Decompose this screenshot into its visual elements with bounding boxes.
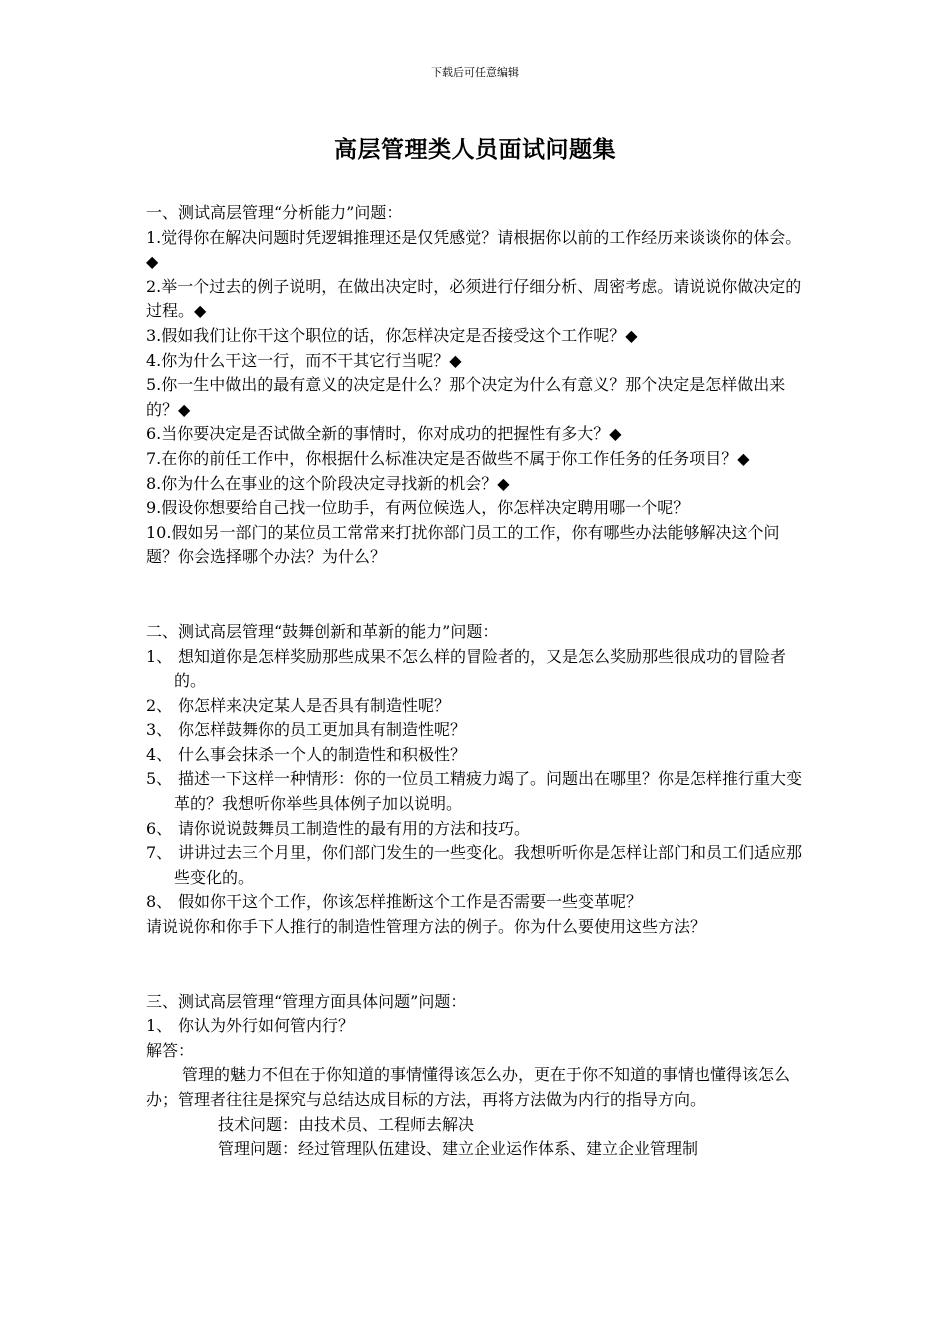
numbered-question <box>146 743 810 768</box>
question-text: 你怎样来决定某人是否具有制造性呢？ <box>178 695 451 715</box>
question-text: 描述一下这样一种情形：你的一位员工精疲力竭了。问题出在哪里？你是怎样推行重大变革的？我想听你举些具体例子加以说明。 <box>174 769 803 814</box>
question-item: 1.觉得你在解决问题时凭逻辑推理还是仅凭感觉？请根据你以前的工作经历来谈谈你的体会。◆ <box>146 227 802 272</box>
section-heading: 三、测试高层管理“管理方面具体问题”问题： <box>146 991 467 1011</box>
question-item: 9.假设你想要给自己找一位助手，有两位候选人，你怎样决定聘用哪一个呢？ <box>146 498 690 518</box>
document-body <box>146 201 810 1162</box>
question-text: 想知道你是怎样奖励那些成果不怎么样的冒险者的，又是怎么奖励那些很成功的冒险者的。 <box>174 646 787 691</box>
numbered-question <box>146 841 810 890</box>
question-text: 假如你干这个工作，你该怎样推断这个工作是否需要一些变革呢？ <box>178 892 643 912</box>
section-management-issues <box>146 990 810 1162</box>
question-item: 5.你一生中做出的最有意义的决定是什么？那个决定为什么有意义？那个决定是怎样做出来的？◆ <box>146 375 786 419</box>
question-number: 8、 <box>146 892 173 912</box>
question-number: 3、 <box>146 720 173 740</box>
question-number: 7、 <box>146 843 173 863</box>
management-issue-line: 管理问题：经过管理队伍建设、建立企业运作体系、建立企业管理制 <box>218 1139 699 1159</box>
section-heading: 一、测试高层管理“分析能力”问题： <box>146 203 403 222</box>
numbered-question <box>146 1014 810 1039</box>
question-number: 4、 <box>146 744 173 764</box>
question-item: 4.你为什么干这一行，而不干其它行当呢？◆ <box>146 350 462 370</box>
numbered-question <box>146 694 810 719</box>
numbered-question <box>146 767 810 816</box>
document-title: 高层管理类人员面试问题集 <box>334 136 616 163</box>
question-text: 讲讲过去三个月里，你们部门发生的一些变化。我想听听你是怎样让部门和员工们适应那些变化的。 <box>174 843 803 887</box>
question-item: 8.你为什么在事业的这个阶段决定寻找新的机会？◆ <box>146 473 510 493</box>
question-text: 请你说说鼓舞员工制造性的最有用的方法和技巧。 <box>178 818 531 838</box>
question-number: 1、 <box>146 646 173 666</box>
question-text: 什么事会抹杀一个人的制造性和积极性？ <box>178 744 467 764</box>
question-item: 2.举一个过去的例子说明，在做出决定时，必须进行仔细分析、周密考虑。请说说你做决定的过程。◆ <box>146 276 802 321</box>
question-number: 2、 <box>146 695 173 715</box>
header-note: 下载后可任意编辑 <box>431 66 519 79</box>
question-number: 6、 <box>146 818 173 838</box>
section-heading: 二、测试高层管理“鼓舞创新和革新的能力”问题： <box>146 621 499 641</box>
question-item: 7.在你的前任工作中，你根据什么标准决定是否做些不属于你工作任务的任务项目？◆ <box>146 448 750 468</box>
numbered-question <box>146 817 810 842</box>
section-analysis-ability <box>146 201 810 570</box>
answer-label: 解答： <box>146 1040 195 1060</box>
numbered-question <box>146 890 810 915</box>
question-number: 1、 <box>146 1016 173 1036</box>
question-item: 10.假如另一部门的某位员工常常来打扰你部门员工的工作，你有哪些办法能够解决这个问题？你会选择哪个办法？为什么？ <box>146 522 780 567</box>
section-innovation-ability <box>146 620 810 940</box>
question-number: 5、 <box>146 769 173 789</box>
question-text: 你认为外行如何管内行？ <box>178 1016 355 1036</box>
answer-paragraph: 管理的魅力不但在于你知道的事情懂得该怎么办，更在于你不知道的事情也懂得该怎么办；管理者往往是探究与总结达成目标的方法，再将方法做为内行的指导方向。 <box>146 1065 791 1109</box>
closing-question: 请说说你和你手下人推行的制造性管理方法的例子。你为什么要使用这些方法？ <box>146 917 707 937</box>
question-item: 3.假如我们让你干这个职位的话，你怎样决定是否接受这个工作呢？◆ <box>146 325 638 345</box>
question-item: 6.当你要决定是否试做全新的事情时，你对成功的把握性有多大？◆ <box>146 424 622 444</box>
tech-issue-line: 技术问题：由技术员、工程师去解决 <box>218 1114 475 1134</box>
question-text: 你怎样鼓舞你的员工更加具有制造性呢？ <box>178 720 467 740</box>
numbered-question <box>146 718 810 743</box>
numbered-question <box>146 645 810 694</box>
